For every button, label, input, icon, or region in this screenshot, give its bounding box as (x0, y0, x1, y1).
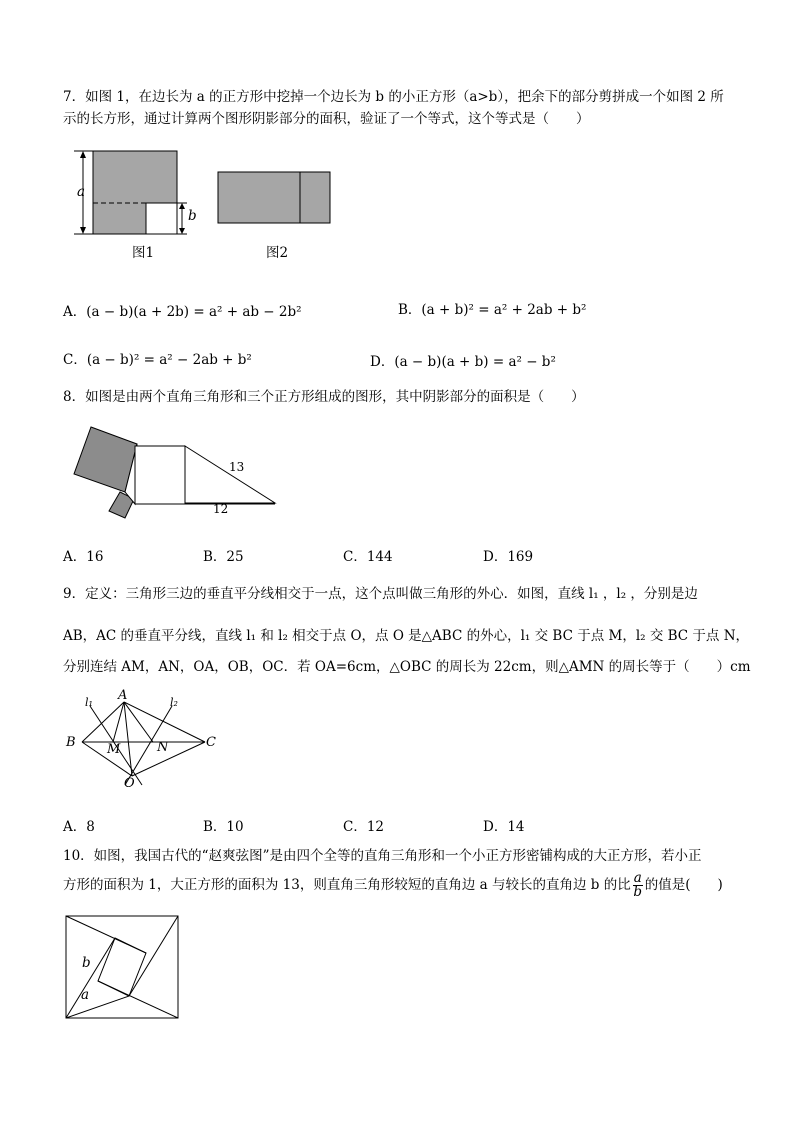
q9-option-c: C．12 (343, 819, 385, 835)
q9-label-c: C (206, 735, 216, 750)
q7-figure2 (216, 170, 334, 226)
q8-label-13: 13 (229, 460, 245, 474)
q10-text-line2 (63, 872, 723, 899)
q9-label-a: A (118, 688, 128, 703)
q7-label-a: a (77, 184, 86, 200)
q9-label-n: N (157, 740, 169, 755)
q7-option-a: A．(a − b)(a + 2b) = a² + ab − 2b² (63, 304, 302, 320)
q8-option-a: A．16 (63, 549, 104, 565)
q8-option-b: B．25 (203, 549, 244, 565)
q7-fig1-caption: 图1 (132, 245, 155, 261)
q7-label-b: b (188, 208, 197, 224)
q8-option-d: D．169 (483, 549, 534, 565)
q7-figure1 (72, 148, 192, 238)
q9-label-l2: l₂ (170, 696, 178, 709)
q10-text-line2-post: 的值是( ) (644, 877, 723, 893)
q7-text-line1: 7．如图 1，在边长为 a 的正方形中挖掉一个边长为 b 的小正方形（a>b），把余下的部分剪拼成一个如图 2 所 (63, 89, 724, 105)
q9-text-line2: AB，AC 的垂直平分线，直线 l₁ 和 l₂ 相交于点 O，点 O 是△ABC 的外心，l₁ 交 BC 于点 M，l₂ 交 BC 于点 N， (63, 628, 750, 644)
q10-fraction (633, 872, 643, 899)
q10-figure (63, 913, 181, 1021)
q9-text-line3: 分别连结 AM，AN，OA，OB，OC．若 OA=6cm，△OBC 的周长为 22cm，则△AMN 的周长等于（ ）cm (63, 659, 751, 675)
q9-option-d: D．14 (483, 819, 525, 835)
q8-label-12: 12 (213, 502, 229, 516)
q9-label-o: O (124, 776, 135, 791)
q7-text-line2: 示的长方形，通过计算两个图形阴影部分的面积，验证了一个等式，这个等式是（ ） (63, 111, 590, 127)
q9-label-l1: l₁ (85, 696, 93, 709)
q8-figure (70, 424, 280, 524)
q9-option-b: B．10 (203, 819, 244, 835)
q7-option-d: D．(a − b)(a + b) = a² − b² (370, 354, 556, 370)
q9-label-b: B (66, 735, 76, 750)
q10-label-a: a (81, 987, 90, 1003)
q8-option-c: C．144 (343, 549, 393, 565)
q10-frac-num: a (633, 870, 642, 886)
q10-text-line2-pre: 方形的面积为 1，大正方形的面积为 13，则直角三角形较短的直角边 a 与较长的直角边 b 的比 (63, 877, 631, 893)
q8-text-line1: 8．如图是由两个直角三角形和三个正方形组成的图形，其中阴影部分的面积是（ ） (63, 389, 585, 405)
q9-label-m: M (107, 742, 121, 757)
q7-fig2-caption: 图2 (266, 245, 289, 261)
q9-option-a: A．8 (63, 819, 95, 835)
q7-option-b: B．(a + b)² = a² + 2ab + b² (398, 302, 587, 318)
q10-frac-den: b (633, 884, 643, 900)
q7-option-c: C．(a − b)² = a² − 2ab + b² (63, 352, 252, 368)
q9-text-line1: 9．定义：三角形三边的垂直平分线相交于一点，这个点叫做三角形的外心．如图，直线 l₁ ，l₂ ，分别是边 (63, 586, 698, 602)
q10-label-b: b (82, 955, 91, 971)
q10-text-line1: 10．如图，我国古代的“赵爽弦图”是由四个全等的直角三角形和一个小正方形密铺构成的大正方形，若小正 (63, 848, 702, 864)
